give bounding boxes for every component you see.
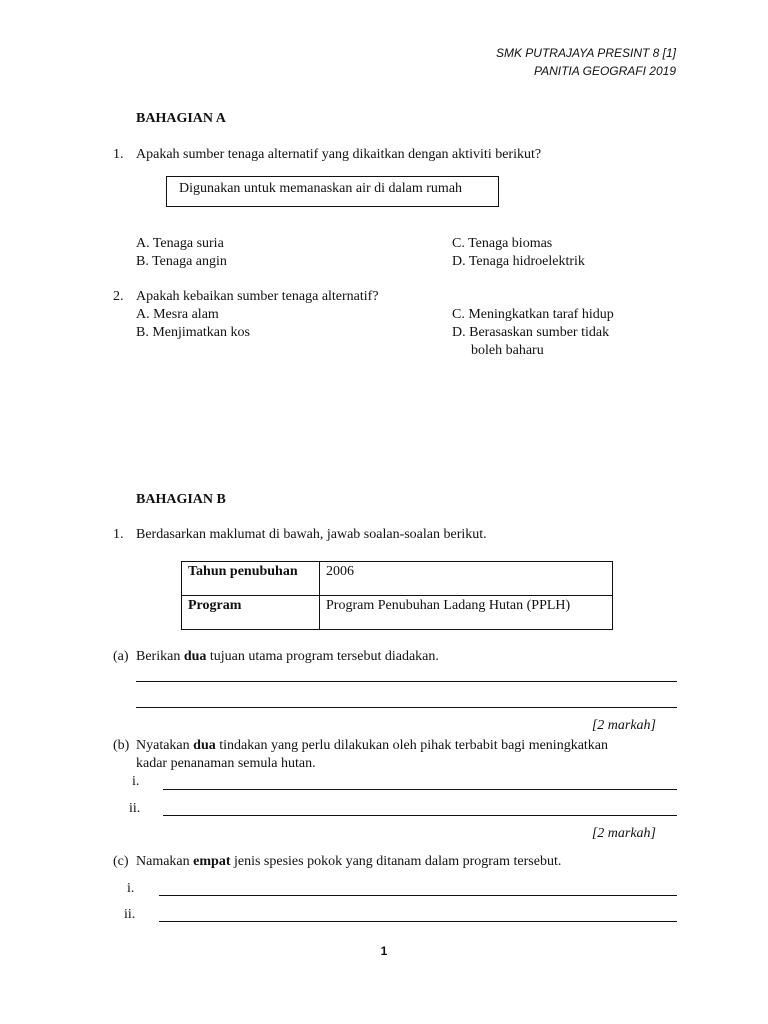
answer-line-c2[interactable] <box>159 921 677 922</box>
table-key-program: Program <box>182 596 320 630</box>
question-b1-text: Berdasarkan maklumat di bawah, jawab soalan-soalan berikut. <box>136 527 487 542</box>
part-a-label: (a) <box>113 649 129 664</box>
table-value-program: Program Penubuhan Ladang Hutan (PPLH) <box>320 596 613 630</box>
answer-line-a2[interactable] <box>136 707 677 708</box>
question-a2-number: 2. <box>113 289 124 304</box>
part-c-post: jenis spesies pokok yang ditanam dalam program tersebut. <box>230 854 562 869</box>
info-table <box>181 561 613 630</box>
part-c-bold: empat <box>193 854 231 869</box>
part-b-marks: [2 markah] <box>591 826 656 841</box>
answer-line-a1[interactable] <box>136 681 677 682</box>
part-a-marks: [2 markah] <box>591 718 656 733</box>
section-b-title: BAHAGIAN B <box>136 492 226 507</box>
option-a1-a: A. Tenaga suria <box>136 236 224 251</box>
page-number: 1 <box>380 944 388 958</box>
option-a2-a: A. Mesra alam <box>136 307 219 322</box>
question-a1-box-text: Digunakan untuk memanaskan air di dalam rumah <box>179 181 463 196</box>
option-a2-d: D. Berasaskan sumber tidak <box>452 325 610 340</box>
option-a1-d: D. Tenaga hidroelektrik <box>452 254 585 269</box>
part-c-label: (c) <box>113 854 129 869</box>
part-b-post: tindakan yang perlu dilakukan oleh pihak terbabit bagi meningkatkan <box>215 738 609 753</box>
part-b-text-line2: kadar penanaman semula hutan. <box>136 756 316 771</box>
option-a1-c: C. Tenaga biomas <box>452 236 553 251</box>
part-b-item-i: i. <box>132 774 140 789</box>
table-key-year: Tahun penubuhan <box>182 562 320 596</box>
part-b-pre: Nyatakan <box>136 738 194 753</box>
table-value-year: 2006 <box>320 562 613 596</box>
answer-line-b1[interactable] <box>163 789 677 790</box>
panel-header: PANITIA GEOGRAFI 2019 <box>533 64 676 78</box>
part-a-post: tujuan utama program tersebut diadakan. <box>206 649 439 664</box>
part-a-bold: dua <box>183 649 207 664</box>
part-b-label: (b) <box>113 738 130 753</box>
table-row <box>182 562 613 596</box>
question-a1-number: 1. <box>113 147 124 162</box>
answer-line-c1[interactable] <box>159 895 677 896</box>
question-b1-number: 1. <box>113 527 124 542</box>
part-a-text <box>136 649 439 665</box>
option-a2-b: B. Menjimatkan kos <box>136 325 250 340</box>
question-a1-text: Apakah sumber tenaga alternatif yang dikaitkan dengan aktiviti berikut? <box>136 147 542 162</box>
section-a-title: BAHAGIAN A <box>136 111 226 126</box>
part-c-text <box>136 854 561 870</box>
part-c-item-ii: ii. <box>124 907 136 922</box>
option-a2-c: C. Meningkatkan taraf hidup <box>452 307 614 322</box>
option-a2-d-cont: boleh baharu <box>471 343 544 358</box>
answer-line-b2[interactable] <box>163 815 677 816</box>
part-a-pre: Berikan <box>136 649 184 664</box>
question-a1-box <box>166 176 499 207</box>
option-a1-b: B. Tenaga angin <box>136 254 227 269</box>
part-c-pre: Namakan <box>136 854 194 869</box>
school-header: SMK PUTRAJAYA PRESINT 8 [1] <box>495 46 676 60</box>
part-c-item-i: i. <box>127 881 135 896</box>
part-b-text <box>136 738 608 754</box>
table-row <box>182 596 613 630</box>
part-b-item-ii: ii. <box>129 801 141 816</box>
question-a2-text: Apakah kebaikan sumber tenaga alternatif? <box>136 289 379 304</box>
part-b-bold: dua <box>193 738 216 753</box>
